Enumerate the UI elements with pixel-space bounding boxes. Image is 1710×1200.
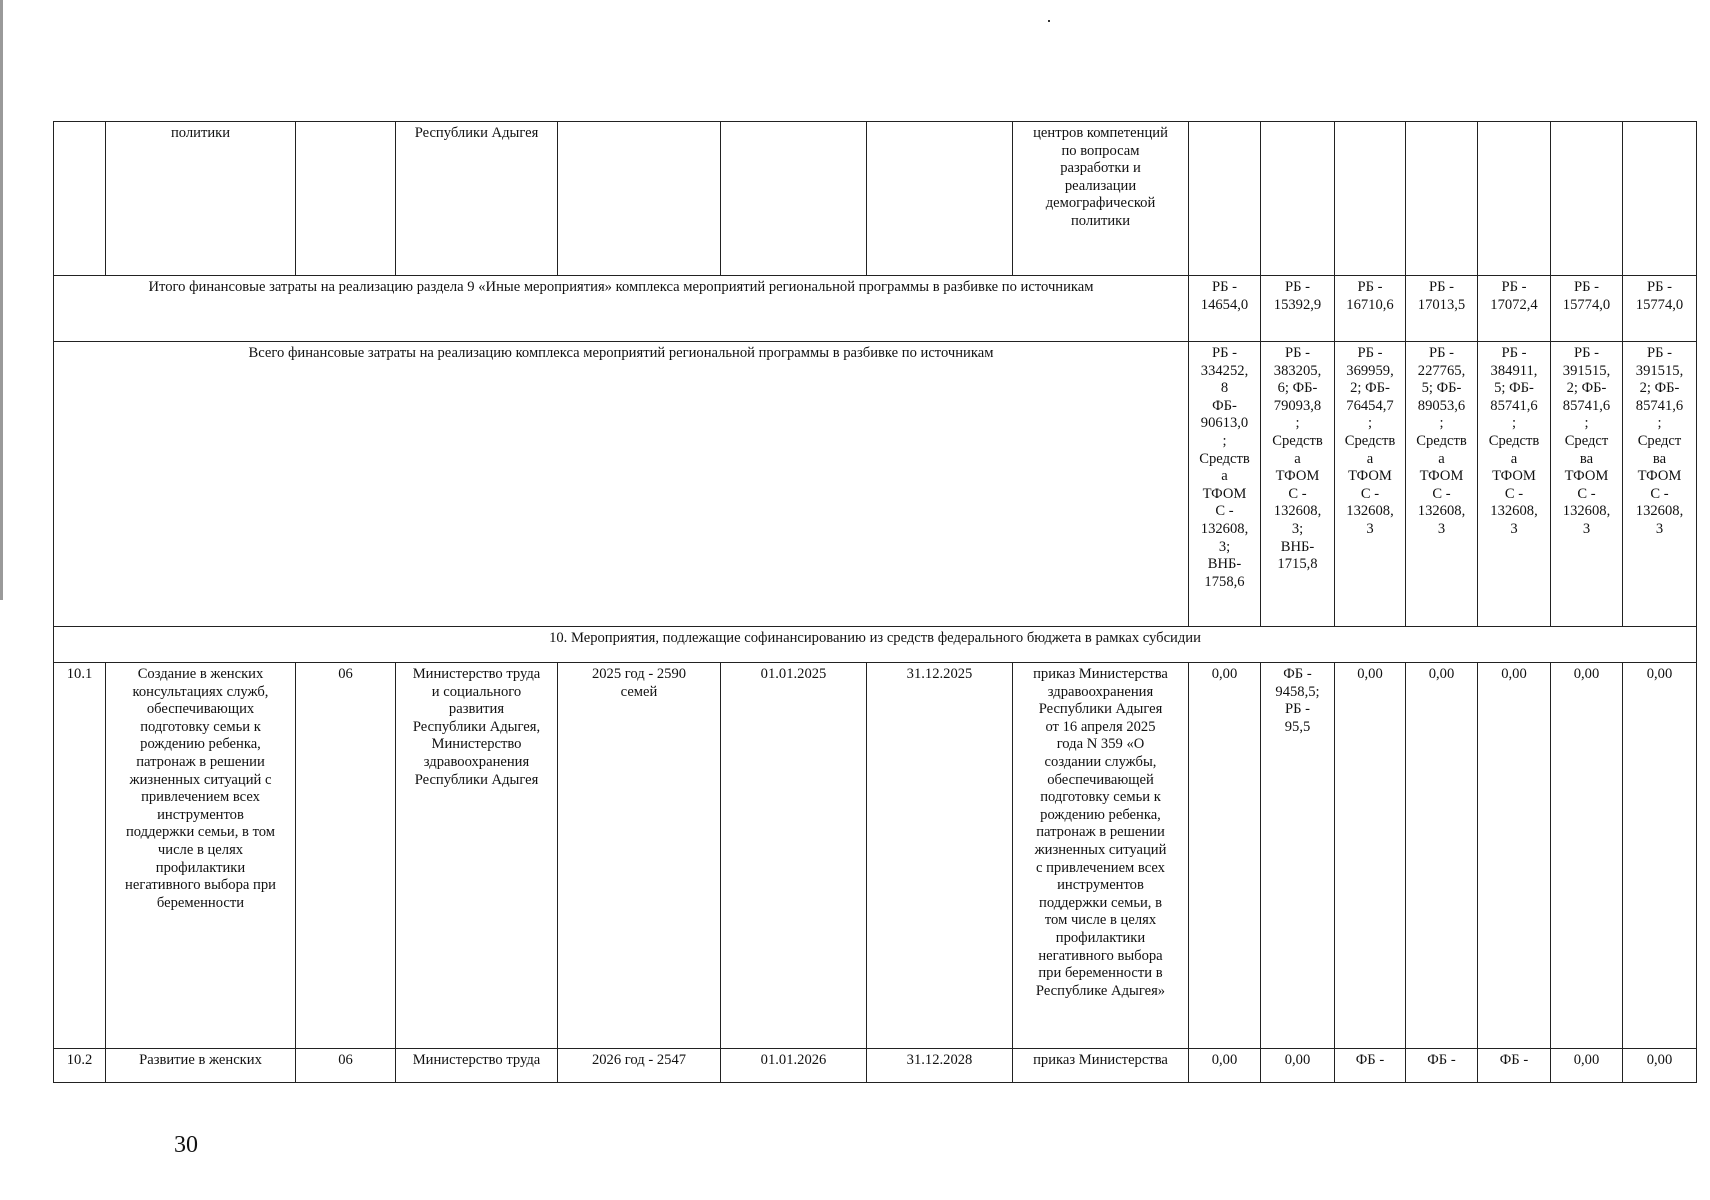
itogo-value-2027: РБ - 17013,5 [1406, 276, 1478, 342]
cell-executor-continued: Республики Адыгея [396, 122, 558, 276]
cell-empty [296, 122, 396, 276]
table-row-vsego [54, 342, 1697, 627]
section-10-title: 10. Мероприятия, подлежащие софинансированию из средств федерального бюджета в рамках субсидии [54, 627, 1697, 663]
cell-name-continued: политики [106, 122, 296, 276]
measure-value-2029: 0,00 [1551, 663, 1623, 1049]
vsego-value-2027: РБ - 227765, 5; ФБ- 89053,6 ; Средств а ТФОМ С - 132608, 3 [1406, 342, 1478, 627]
table-row-10-1 [54, 663, 1697, 1049]
itogo-value-2024: РБ - 14654,0 [1189, 276, 1261, 342]
measure-value-2027: ФБ - [1406, 1049, 1478, 1083]
table-row-section-10 [54, 627, 1697, 663]
measure-value-2025: ФБ - 9458,5; РБ - 95,5 [1261, 663, 1335, 1049]
measure-value-2027: 0,00 [1406, 663, 1478, 1049]
table-row-top-continuation [54, 122, 1697, 276]
measure-code: 06 [296, 663, 396, 1049]
vsego-value-2026: РБ - 369959, 2; ФБ- 76454,7 ; Средств а ТФОМ С - 132608, 3 [1335, 342, 1406, 627]
measure-end-date: 31.12.2025 [867, 663, 1013, 1049]
cell-empty [54, 122, 106, 276]
scan-edge [0, 0, 3, 600]
page-number: 30 [174, 1132, 198, 1158]
measure-indicator: 2025 год - 2590 семей [558, 663, 721, 1049]
measure-value-2026: ФБ - [1335, 1049, 1406, 1083]
itogo-value-2030: РБ - 15774,0 [1623, 276, 1697, 342]
measure-value-2029: 0,00 [1551, 1049, 1623, 1083]
cell-empty [1551, 122, 1623, 276]
itogo-value-2026: РБ - 16710,6 [1335, 276, 1406, 342]
measure-value-2025: 0,00 [1261, 1049, 1335, 1083]
row-number: 10.1 [54, 663, 106, 1049]
measure-value-2030: 0,00 [1623, 663, 1697, 1049]
table-row-itogo [54, 276, 1697, 342]
measure-name: Развитие в женских [106, 1049, 296, 1083]
measures-table [53, 121, 1697, 1083]
cell-empty [1623, 122, 1697, 276]
measure-start-date: 01.01.2025 [721, 663, 867, 1049]
itogo-value-2029: РБ - 15774,0 [1551, 276, 1623, 342]
vsego-value-2028: РБ - 384911, 5; ФБ- 85741,6 ; Средств а ТФОМ С - 132608, 3 [1478, 342, 1551, 627]
cell-empty [1406, 122, 1478, 276]
scan-speck [1048, 20, 1050, 22]
cell-empty [1478, 122, 1551, 276]
measure-value-2028: 0,00 [1478, 663, 1551, 1049]
measure-start-date: 01.01.2026 [721, 1049, 867, 1083]
measure-code: 06 [296, 1049, 396, 1083]
measure-document: приказ Министерства здравоохранения Республики Адыгея от 16 апреля 2025 года N 359 «О создании службы, обеспечивающей подготовку семьи к рождению ребенка, патронаж в решении жизненных ситуаций с привлечением всех инструментов поддержки семьи, в том числе в целях профилактики негативного выбора при беременности в Республике Адыгея» [1013, 663, 1189, 1049]
cell-empty [558, 122, 721, 276]
cell-empty [867, 122, 1013, 276]
vsego-value-2025: РБ - 383205, 6; ФБ- 79093,8 ; Средств а ТФОМ С - 132608, 3; ВНБ- 1715,8 [1261, 342, 1335, 627]
measure-value-2028: ФБ - [1478, 1049, 1551, 1083]
cell-empty [1335, 122, 1406, 276]
itogo-label: Итого финансовые затраты на реализацию раздела 9 «Иные мероприятия» комплекса мероприятий региональной программы в разбивке по источникам [54, 276, 1189, 342]
cell-empty [1261, 122, 1335, 276]
itogo-value-2028: РБ - 17072,4 [1478, 276, 1551, 342]
vsego-label: Всего финансовые затраты на реализацию комплекса мероприятий региональной программы в разбивке по источникам [54, 342, 1189, 627]
measure-document: приказ Министерства [1013, 1049, 1189, 1083]
itogo-value-2025: РБ - 15392,9 [1261, 276, 1335, 342]
measure-value-2024: 0,00 [1189, 1049, 1261, 1083]
cell-empty [1189, 122, 1261, 276]
vsego-value-2024: РБ - 334252, 8 ФБ- 90613,0 ; Средств а ТФОМ С - 132608, 3; ВНБ- 1758,6 [1189, 342, 1261, 627]
cell-document-continued: центров компетенций по вопросам разработки и реализации демографической политики [1013, 122, 1189, 276]
measure-value-2026: 0,00 [1335, 663, 1406, 1049]
measure-end-date: 31.12.2028 [867, 1049, 1013, 1083]
measure-value-2024: 0,00 [1189, 663, 1261, 1049]
measure-executor: Министерство труда [396, 1049, 558, 1083]
vsego-value-2030: РБ - 391515, 2; ФБ- 85741,6 ; Средст ва ТФОМ С - 132608, 3 [1623, 342, 1697, 627]
measure-value-2030: 0,00 [1623, 1049, 1697, 1083]
measure-indicator: 2026 год - 2547 [558, 1049, 721, 1083]
cell-empty [721, 122, 867, 276]
measure-name: Создание в женских консультациях служб, обеспечивающих подготовку семьи к рождению ребенка, патронаж в решении жизненных ситуаций с привлечением всех инструментов поддержки семьи, в том числе в целях профилактики негативного выбора при беременности [106, 663, 296, 1049]
row-number: 10.2 [54, 1049, 106, 1083]
measure-executor: Министерство труда и социального развития Республики Адыгея, Министерство здравоохранения Республики Адыгея [396, 663, 558, 1049]
table-row-10-2 [54, 1049, 1697, 1083]
vsego-value-2029: РБ - 391515, 2; ФБ- 85741,6 ; Средст ва ТФОМ С - 132608, 3 [1551, 342, 1623, 627]
